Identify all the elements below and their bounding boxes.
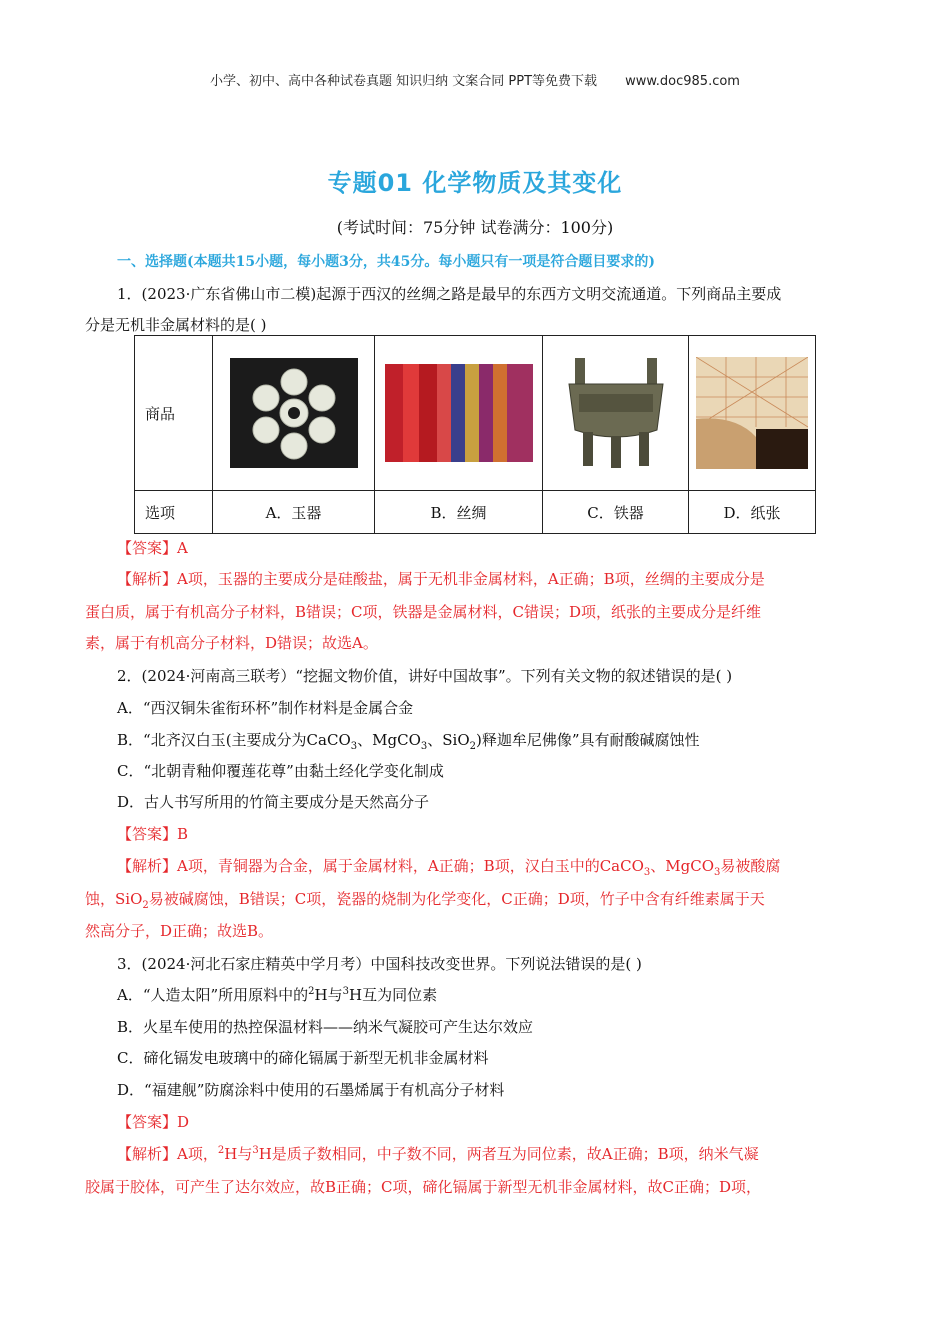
paper-image [696,357,808,469]
iron-image-cell [543,336,689,491]
section-heading: 一、选择题(本题共15小题，每小题3分，共45分。每小题只有一项是符合题目要求的) [117,254,655,270]
page-title: 专题01 化学物质及其变化 [327,169,623,197]
q2-option-c: C．“北朝青釉仰覆莲花尊”由黏土经化学变化制成 [117,762,444,780]
q3-answer: 【答案】D [117,1113,190,1131]
option-c: C．铁器 [543,491,689,534]
answer-tag: 【答案】 [117,539,178,557]
q2-explanation-line3: 然高分子，D正确；故选B。 [85,922,274,940]
option-b: B．丝绸 [375,491,543,534]
q3-option-a: A．“人造太阳”所用原料中的$^2$H与$^3$H互为同位素 [117,986,438,1004]
silk-image-cell [375,336,543,491]
q3-option-c: C．碲化镉发电玻璃中的碲化镉属于新型无机非金属材料 [117,1049,489,1067]
page-header [0,70,950,89]
q1-stem-line1: 1．(2023·广东省佛山市二模)起源于西汉的丝绸之路是最早的东西方文明交流通道。下列商品主要成 [117,285,782,303]
answer-value: D [177,1113,190,1131]
q2-stem: 2．(2024·河南高三联考）“挖掘文物价值，讲好中国故事”。下列有关文物的叙述错误的是( ) [117,667,733,685]
option-d: D．纸张 [689,491,816,534]
q1-explanation-line1: 【解析】A项，玉器的主要成分是硅酸盐，属于无机非金属材料，A正确；B项，丝绸的主要成分是 [117,570,765,588]
q1-answer [117,537,188,559]
silk-image [385,364,533,462]
iron-ding-image [561,354,671,472]
q3-explanation-line2: 胶属于胶体，可产生了达尔效应，故B正确；C项，碲化镉属于新型无机非金属材料，故C正确；D项， [85,1178,762,1196]
q2-answer: 【答案】B [117,825,189,843]
jade-image [230,358,358,468]
jade-image-cell [213,336,375,491]
q2-option-d: D．古人书写所用的竹简主要成分是天然高分子 [117,793,430,811]
q2-option-b: B．“北齐汉白玉(主要成分为CaCO$_3$、MgCO$_3$、SiO$_2$)释迦牟尼佛像”具有耐酸碱腐蚀性 [117,731,700,752]
q3-stem: 3．(2024·河北石家庄精英中学月考）中国科技改变世界。下列说法错误的是( ) [117,955,642,973]
q3-option-d: D．“福建舰”防腐涂料中使用的石墨烯属于有机高分子材料 [117,1081,505,1099]
q1-explanation-line3: 素，属于有机高分子材料，D错误；故选A。 [85,634,378,652]
row-label-goods: 商品 [135,336,213,491]
option-a: A．玉器 [213,491,375,534]
goods-table [134,335,816,534]
answer-value: A [177,539,188,557]
q1-explanation-line2: 蛋白质，属于有机高分子材料，B错误；C项，铁器是金属材料，C错误；D项，纸张的主要成分是纤维 [85,603,762,621]
row-label-option: 选项 [135,491,213,534]
header-url[interactable]: www.doc985.com [625,74,740,89]
q2-option-a: A．“西汉铜朱雀衔环杯”制作材料是金属合金 [117,699,414,717]
answer-value: B [177,825,189,843]
paper-image-cell [689,336,816,491]
q3-explanation-line1: 【解析】A项，$^2$H与$^3$H是质子数相同，中子数不同，两者互为同位素，故A正确；B项，纳米气凝 [117,1145,759,1163]
header-text: 小学、初中、高中各种试卷真题 知识归纳 文案合同 PPT等免费下载 [210,74,598,89]
q2-explanation-line1: 【解析】A项，青铜器为合金，属于金属材料，A正确；B项，汉白玉中的CaCO$_3$、MgCO$_3$易被酸腐 [117,857,781,878]
q2-explanation-line2: 蚀，SiO$_2$易被碱腐蚀，B错误；C项，瓷器的烧制为化学变化，C正确；D项，竹子中含有纤维素属于天 [85,890,765,911]
exam-info: (考试时间：75分钟 试卷满分：100分) [336,218,614,237]
q1-stem-line2: 分是无机非金属材料的是( ) [85,316,267,334]
q3-option-b: B．火星车使用的热控保温材料——纳米气凝胶可产生达尔效应 [117,1018,534,1036]
explanation-tag: 【解析】 [117,570,178,588]
